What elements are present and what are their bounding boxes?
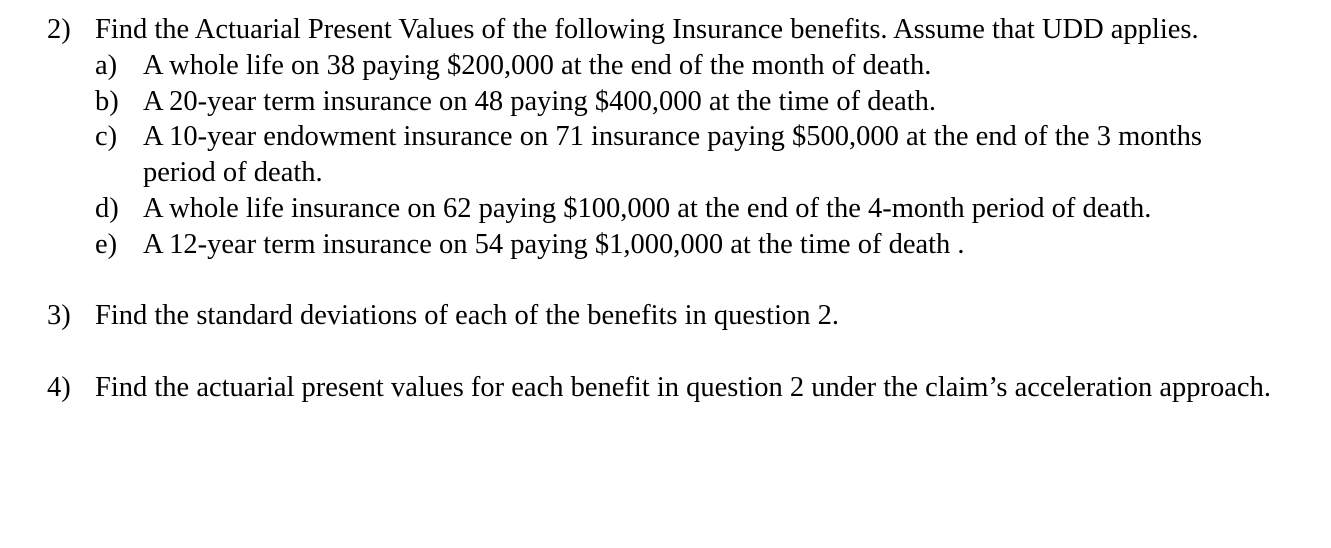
sub-question-letter: d) [95, 192, 119, 224]
question-text: Find the standard deviations of each of the benefits in question 2. [95, 300, 839, 332]
sub-question-text: A 20-year term insurance on 48 paying $400,000 at the time of death. [143, 85, 937, 117]
sub-question-letter: c) [95, 121, 118, 153]
sub-question-text: A 12-year term insurance on 54 paying $1,000,000 at the time of death . [143, 228, 965, 260]
spacer [0, 263, 1331, 299]
sub-question-a [95, 48, 1331, 84]
sub-question-text: A whole life insurance on 62 paying $100,000 at the end of the 4-month period of death. [143, 192, 1152, 224]
sub-question-list [95, 48, 1331, 263]
question-number: 3) [47, 300, 71, 332]
sub-question-text: A 10-year endowment insurance on 71 insurance paying $500,000 at the end of the 3 months period of death. [143, 121, 1202, 189]
question-number: 4) [47, 371, 71, 403]
question-text: Find the Actuarial Present Values of the following Insurance benefits. Assume that UDD applies. [95, 14, 1199, 45]
sub-question-text: A whole life on 38 paying $200,000 at the end of the month of death. [143, 49, 932, 81]
spacer [0, 334, 1331, 370]
sub-question-letter: e) [95, 228, 118, 260]
question-3 [0, 298, 1331, 334]
question-number: 2) [47, 14, 71, 45]
sub-question-b [95, 84, 1331, 120]
sub-question-e [95, 227, 1331, 263]
sub-question-letter: b) [95, 85, 119, 117]
question-4 [0, 370, 1331, 406]
question-text: Find the actuarial present values for each benefit in question 2 under the claim’s acceleration approach. [95, 371, 1271, 403]
sub-question-d [95, 191, 1331, 227]
sub-question-c [95, 119, 1331, 191]
document-page [0, 12, 1331, 406]
question-2 [0, 12, 1331, 263]
sub-question-letter: a) [95, 49, 118, 81]
